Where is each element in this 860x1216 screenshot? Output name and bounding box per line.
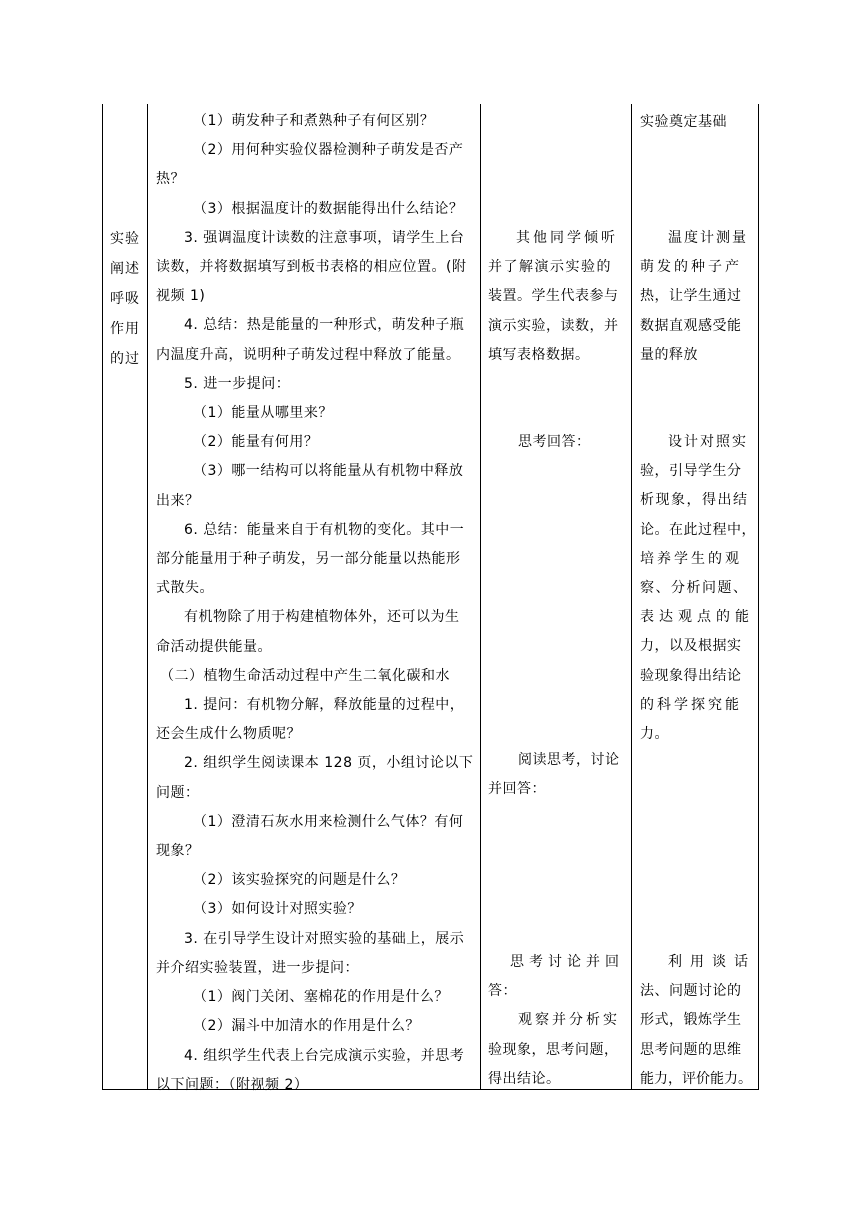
teacher-line: 并介绍实验装置，进一步提问：	[156, 959, 359, 976]
student-line: 装置。学生代表参与	[488, 288, 619, 305]
teacher-line: （2）该实验探究的问题是什么？	[193, 872, 406, 889]
teacher-line: 4. 组织学生代表上台完成演示实验，并思考	[184, 1047, 465, 1064]
intent-line: 察、分析问题、	[640, 580, 749, 597]
teacher-line: （1）萌发种子和煮熟种子有何区别？	[193, 113, 435, 129]
teacher-line: 出来？	[156, 492, 200, 509]
intent-line: 培养学生的观	[640, 550, 742, 567]
teacher-line: （2）用何种实验仪器检测种子萌发是否产	[193, 142, 464, 159]
teacher-line: 有机物除了用于构建植物体外，还可以为生	[184, 609, 460, 626]
teacher-line: 3. 强调温度计读数的注意事项，请学生上台	[184, 229, 465, 246]
teacher-line: （1）能量从哪里来？	[193, 405, 333, 422]
student-line: 得出结论。	[488, 1070, 561, 1087]
student-line: 并回答：	[488, 781, 546, 798]
student-line: 答：	[488, 983, 517, 1000]
teacher-line: 3. 在引导学生设计对照实验的基础上，展示	[184, 930, 465, 947]
teacher-line: （3）哪一结构可以将能量从有机物中释放	[193, 463, 464, 480]
student-activity-block	[488, 224, 626, 370]
design-intent-block	[640, 948, 758, 1094]
student-line: 思考回答：	[518, 434, 591, 450]
stage-label-line: 呼吸	[110, 291, 140, 307]
intent-line: 形式，锻炼学生	[640, 1012, 742, 1029]
stage-label-cell	[110, 224, 144, 374]
intent-line: 论。在此过程中，	[640, 521, 756, 538]
intent-line: 温度计测量	[668, 230, 748, 246]
intent-line: 的科学探究能	[640, 696, 742, 713]
student-activity-block	[488, 428, 626, 457]
teacher-line: 内温度升高，说明种子萌发过程中释放了能量。	[156, 346, 461, 363]
intent-line: 力，以及根据实	[640, 638, 742, 655]
student-line: 并了解演示实验的	[488, 259, 612, 276]
stage-label-line: 阐述	[110, 261, 140, 277]
student-line: 演示实验，读数，并	[488, 317, 619, 334]
teacher-line: （2）漏斗中加清水的作用是什么？	[193, 1018, 420, 1035]
intent-line: 萌发的种子产	[640, 259, 742, 276]
teacher-line: （3）根据温度计的数据能得出什么结论？	[193, 200, 464, 217]
teacher-line: 读数，并将数据填写到板书表格的相应位置。(附	[156, 259, 467, 276]
student-line: 填写表格数据。	[488, 346, 590, 363]
stage-label-line: 作用	[110, 321, 140, 337]
teacher-line: 视频 1)	[156, 288, 206, 305]
student-line: 验现象，思考问题，	[488, 1041, 619, 1058]
design-intent-block	[640, 428, 758, 749]
stage-label-line: 的过	[110, 351, 140, 367]
teacher-line: 以下问题：（附视频 2）	[156, 1076, 309, 1093]
teacher-line: （2）能量有何用？	[193, 434, 319, 451]
teacher-line: 4. 总结：热是能量的一种形式，萌发种子瓶	[184, 317, 465, 334]
stage-label-line: 实验	[110, 231, 140, 247]
design-intent-block	[640, 224, 758, 370]
student-line: 其他同学倾听	[516, 230, 618, 246]
intent-line: 量的释放	[640, 346, 698, 363]
teacher-line: （3）如何设计对照实验？	[193, 901, 362, 918]
student-line: 思考讨论并回	[510, 954, 624, 970]
intent-line: 数据直观感受能	[640, 317, 742, 334]
teacher-line: （1）阀门关闭、塞棉花的作用是什么？	[193, 989, 449, 1006]
student-activity-block	[488, 746, 626, 804]
intent-line: 设计对照实	[668, 434, 748, 450]
student-line: 观察并分析实	[518, 1012, 620, 1029]
teacher-line: （1）澄清石灰水用来检测什么气体？有何	[193, 813, 464, 830]
design-intent-block	[640, 108, 758, 137]
intent-line: 利用谈话	[668, 954, 756, 970]
teacher-line: 6. 总结：能量来自于有机物的变化。其中一	[184, 521, 465, 538]
teacher-line: 还会生成什么物质呢？	[156, 726, 301, 743]
teacher-line: 命活动提供能量。	[156, 638, 272, 655]
student-line: 阅读思考，讨论	[518, 752, 620, 768]
student-activity-block	[488, 948, 626, 1094]
teacher-line: 2. 组织学生阅读课本 128 页，小组讨论以下	[184, 755, 474, 772]
intent-line: 能力，评价能力。	[640, 1070, 752, 1087]
teacher-line: （二）植物生命活动过程中产生二氧化碳和水	[160, 667, 450, 684]
intent-line: 热，让学生通过	[640, 288, 742, 305]
teacher-line: 1. 提问：有机物分解，释放能量的过程中，	[184, 697, 465, 714]
teacher-line: 现象？	[156, 843, 200, 860]
intent-line: 验现象得出结论	[640, 667, 742, 684]
teacher-line: 问题：	[156, 784, 200, 801]
teacher-line: 5. 进一步提问：	[184, 375, 291, 392]
table-left-border	[102, 104, 103, 1090]
teacher-activity-cell	[156, 107, 474, 1100]
intent-line: 表达观点的能	[640, 609, 754, 626]
column-divider-2	[480, 104, 481, 1090]
teacher-line: 部分能量用于种子萌发，另一部分能量以热能形	[156, 551, 461, 568]
column-divider-3	[631, 104, 632, 1090]
intent-line: 力。	[640, 726, 669, 743]
intent-line: 验，引导学生分	[640, 463, 742, 480]
table-right-border	[758, 104, 759, 1090]
intent-line: 思考问题的思维	[640, 1041, 742, 1058]
intent-line: 析现象，得出结	[640, 492, 749, 509]
intent-line: 法、问题讨论的	[640, 983, 742, 1000]
teacher-line: 式散失。	[156, 580, 214, 597]
intent-line: 实验奠定基础	[640, 114, 727, 130]
column-divider-1	[147, 104, 148, 1090]
teacher-line: 热？	[156, 171, 185, 188]
